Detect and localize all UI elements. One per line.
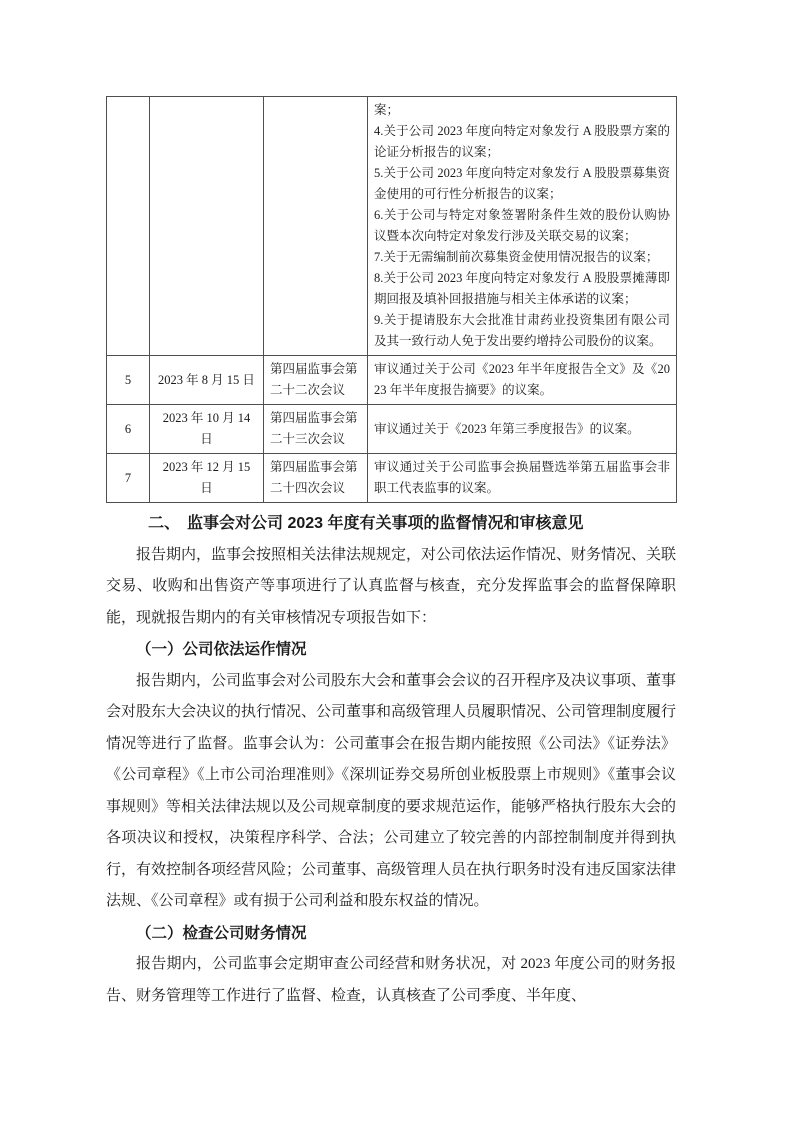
resolution-line: 4.关于公司 2023 年度向特定对象发行 A 股股票方案的论证分析报告的议案；	[374, 124, 670, 159]
subsection1-paragraph: 报告期内，公司监事会对公司股东大会和董事会会议的召开程序及决议事项、董事会对股东大会决议的执行情况、公司董事和高级管理人员履职情况、公司管理制度履行情况等进行了监督。监事会认为：公司董事会在报告期内能按照《公司法》《证券法》《公司章程》《上市公司治理准则》《深圳证券交易所创业板股票上市规则》《董事会议事规则》等相关法律法规以及公司规章制度的要求规范运作，能够严格执行股东大会的各项决议和授权，决策程序科学、合法；公司建立了较完善的内部控制制度并得到执行，有效控制各项经营风险；公司董事、高级管理人员在执行职务时没有违反国家法律法规、《公司章程》或有损于公司利益和股东权益的情况。	[106, 672, 677, 909]
cell-meeting	[264, 97, 368, 356]
cell-date: 2023 年 12 月 15 日	[150, 454, 264, 503]
table-row	[107, 405, 677, 454]
cell-date	[150, 97, 264, 356]
subsection2-paragraph: 报告期内，公司监事会定期审查公司经营和财务状况，对 2023 年度公司的财务报告、财务管理等工作进行了监督、检查，认真核查了公司季度、半年度、	[106, 956, 676, 1004]
cell-meeting: 第四届监事会第二十三次会议	[264, 405, 368, 454]
cell-resolutions	[368, 97, 677, 356]
table-row	[107, 356, 677, 405]
cell-meeting: 第四届监事会第二十二次会议	[264, 356, 368, 405]
subsection-heading-2: （二）检查公司财务情况	[136, 924, 307, 942]
section-heading-2	[106, 508, 676, 540]
cell-seq: 6	[107, 405, 150, 454]
resolution-line: 9.关于提请股东大会批准甘肃药业投资集团有限公司及其一致行动人免于发出要约增持公司股份的议案。	[374, 313, 670, 348]
cell-date: 2023 年 10 月 14 日	[150, 405, 264, 454]
cell-resolutions: 审议通过关于公司《2023 年半年度报告全文》及《2023 年半年度报告摘要》的议案。	[368, 356, 677, 405]
table-row-continuation	[107, 97, 677, 356]
resolution-line: 7.关于无需编制前次募集资金使用情况报告的议案；	[374, 250, 659, 264]
resolution-line: 6.关于公司与特定对象签署附条件生效的股份认购协议暨本次向特定对象发行涉及关联交易的议案；	[374, 208, 670, 243]
cell-date: 2023 年 8 月 15 日	[150, 356, 264, 405]
table-row	[107, 454, 677, 503]
cell-seq: 5	[107, 356, 150, 405]
section-title: 监事会对公司 2023 年度有关事项的监督情况和审核意见	[187, 515, 584, 532]
cell-seq	[107, 97, 150, 356]
page-content	[106, 96, 676, 1012]
cell-meeting: 第四届监事会第二十四次会议	[264, 454, 368, 503]
subsection-heading-1: （一）公司依法运作情况	[136, 641, 307, 658]
section2-intro-paragraph: 报告期内，监事会按照相关法律法规规定，对公司依法运作情况、财务情况、关联交易、收购和出售资产等事项进行了认真监督与核查，充分发挥监事会的监督保障职能，现就报告期内的有关审核情况专项报告如下：	[106, 546, 677, 626]
cell-resolutions: 审议通过关于公司监事会换届暨选举第五届监事会非职工代表监事的议案。	[368, 454, 677, 503]
supervisory-meetings-table	[106, 96, 677, 503]
section-number: 二、	[148, 515, 181, 532]
resolution-line: 8.关于公司 2023 年度向特定对象发行 A 股股票摊薄即期回报及填补回报措施与相关主体承诺的议案；	[374, 271, 670, 306]
resolution-line: 案；	[374, 103, 400, 117]
resolution-line: 5.关于公司 2023 年度向特定对象发行 A 股股票募集资金使用的可行性分析报告的议案；	[374, 166, 670, 201]
cell-seq: 7	[107, 454, 150, 503]
cell-resolutions: 审议通过关于《2023 年第三季度报告》的议案。	[368, 405, 677, 454]
